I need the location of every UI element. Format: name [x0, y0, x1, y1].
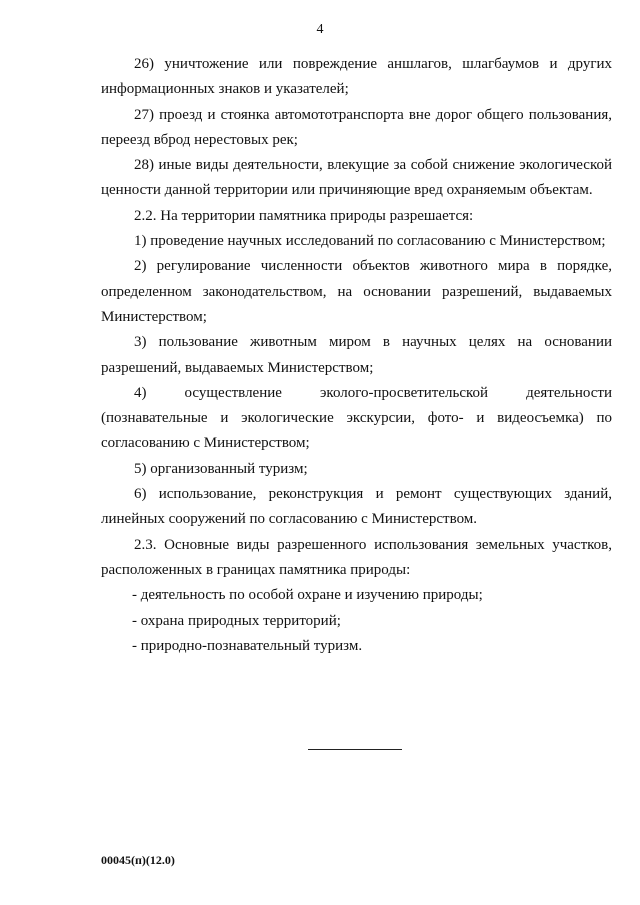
land-use-item: - природно-познавательный туризм.: [132, 637, 363, 654]
section-2-2-heading: 2.2. На территории памятника природы разрешается:: [134, 207, 474, 224]
paragraph-item-28: 28) иные виды деятельности, влекущие за собой снижение экологической ценности данной территории или причиняющие вред охраняемым объектам.: [101, 157, 612, 199]
permitted-item-4: 4) осуществление эколого-просветительской деятельности (познавательные и экологические экскурсии, фото- и видеосъемка) по согласованию с Министерством;: [101, 384, 612, 452]
land-use-item: - охрана природных территорий;: [132, 612, 341, 629]
permitted-item-6: 6) использование, реконструкция и ремонт существующих зданий, линейных сооружений по согласованию с Министерством.: [101, 486, 612, 528]
section-2-3-heading: 2.3. Основные виды разрешенного использования земельных участков, расположенных в границах памятника природы:: [101, 536, 612, 578]
permitted-item-1: 1) проведение научных исследований по согласованию с Министерством;: [134, 233, 606, 250]
permitted-item-5: 5) организованный туризм;: [134, 460, 308, 477]
document-body: [101, 52, 612, 659]
land-use-item: - деятельность по особой охране и изучению природы;: [132, 587, 483, 604]
permitted-item-2: 2) регулирование численности объектов животного мира в порядке, определенном законодательством, на основании разрешений, выдаваемых Министерством;: [101, 258, 612, 325]
paragraph-item-26: 26) уничтожение или повреждение аншлагов, шлагбаумов и других информационных знаков и указателей;: [101, 56, 612, 98]
end-separator-line: [308, 749, 402, 750]
page-number: 4: [316, 22, 324, 37]
paragraph-item-27: 27) проезд и стоянка автомототранспорта вне дорог общего пользования, переезд вброд нерестовых рек;: [101, 106, 612, 148]
permitted-item-3: 3) пользование животным миром в научных целях на основании разрешений, выдаваемых Министерством;: [101, 334, 612, 376]
document-code: 00045(п)(12.0): [101, 853, 175, 867]
